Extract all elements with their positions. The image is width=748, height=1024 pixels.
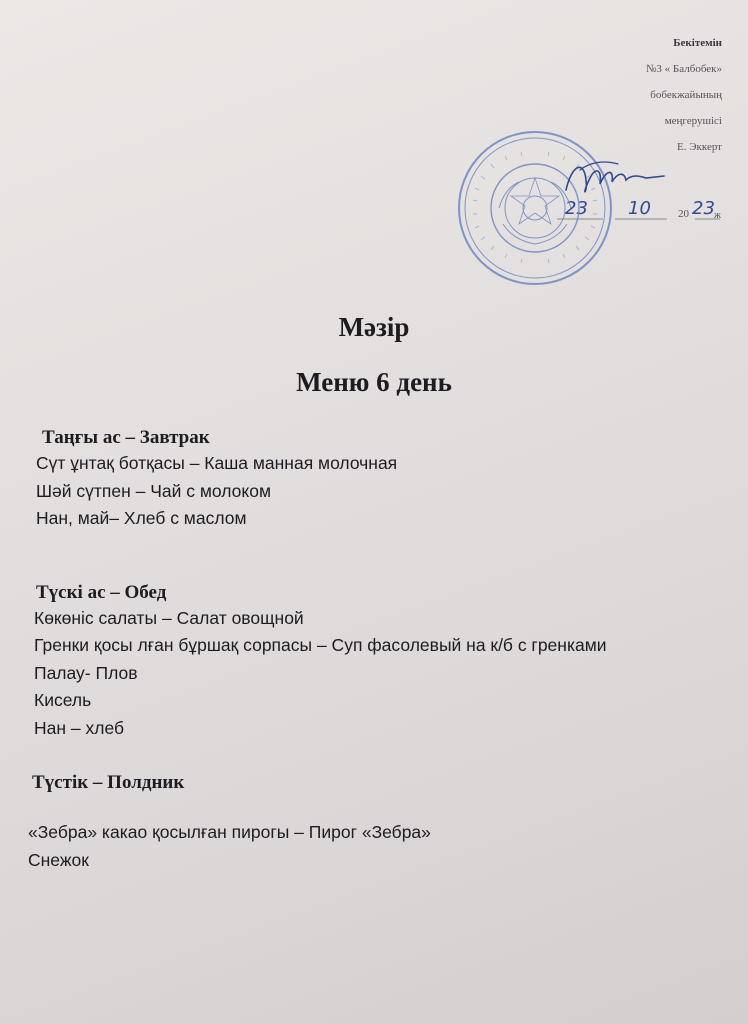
approval-line-kindergarten: №3 « Балбобек» xyxy=(645,63,722,75)
page-title-russian: Меню 6 день xyxy=(296,367,452,397)
date-day: 23 xyxy=(565,198,588,219)
approval-line-position: меңгерушісі xyxy=(664,115,722,127)
snack-heading: Түстік – Полдник xyxy=(32,772,185,793)
approval-line-name: Е. Эккерт xyxy=(677,141,722,153)
lunch-item: Гренки қосы лған бұршақ сорпасы – Суп фасолевый на к/б с гренками xyxy=(34,635,607,655)
breakfast-heading: Таңғы ас – Завтрак xyxy=(42,427,210,448)
page-title-kazakh: Мәзір xyxy=(338,312,410,342)
lunch-item: Нан – хлеб xyxy=(34,718,125,738)
date-suffix: ж xyxy=(714,210,721,221)
date-year-prefix: 20 xyxy=(678,208,689,220)
breakfast-item: Сүт ұнтақ ботқасы – Каша манная молочная xyxy=(36,453,398,473)
lunch-item: Көкөніс салаты – Салат овощной xyxy=(34,608,304,628)
breakfast-item: Нан, май– Хлеб с маслом xyxy=(36,508,247,528)
lunch-item: Кисель xyxy=(34,690,92,710)
date-year-suffix: 23 xyxy=(692,198,715,219)
approval-title: Бекітемін xyxy=(673,37,722,49)
snack-item: Снежок xyxy=(28,850,89,870)
lunch-item: Палау- Плов xyxy=(34,663,138,683)
snack-item: «Зебра» какао қосылған пирогы – Пирог «Зебра» xyxy=(28,822,431,842)
lunch-heading: Түскі ас – Обед xyxy=(36,582,167,603)
date-month: 10 xyxy=(628,198,651,219)
breakfast-item: Шәй сүтпен – Чай с молоком xyxy=(36,481,272,501)
signature-icon xyxy=(560,150,670,210)
approval-line-institution: бобекжайының xyxy=(650,89,722,101)
